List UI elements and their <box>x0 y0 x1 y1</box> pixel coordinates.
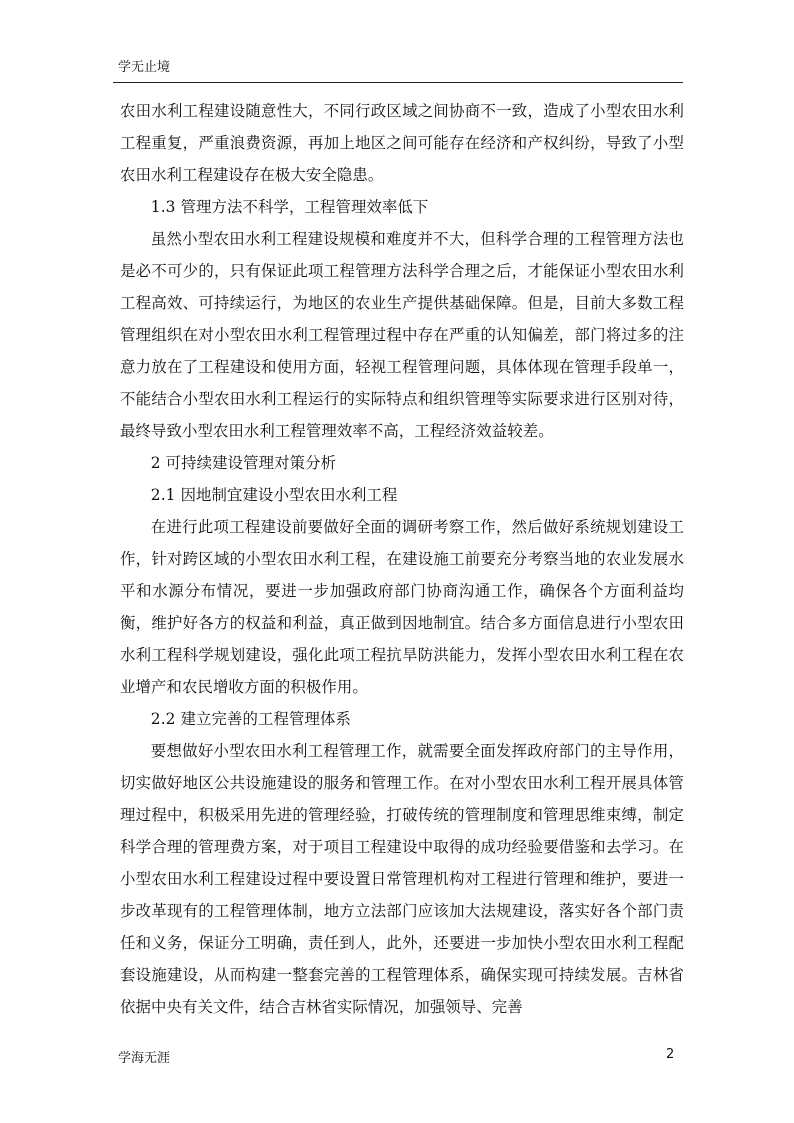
paragraph-continued: 农田水利工程建设随意性大，不同行政区域之间协商不一致，造成了小型农田水利工程重复，严重浪费资源，再加上地区之间可能存在经济和产权纠纷，导致了小型农田水利工程建设存在极大安全隐患。 <box>120 102 684 184</box>
page-number: 2 <box>666 1047 675 1062</box>
document-body <box>120 95 684 1023</box>
paragraph-management-methods: 虽然小型农田水利工程建设规模和难度并不大，但科学合理的工程管理方法也是必不可少的，只有保证此项工程管理方法科学合理之后，才能保证小型农田水利工程高效、可持续运行，为地区的农业生产提供基础保障。但是，目前大多数工程管理组织在对小型农田水利工程管理过程中存在严重的认知偏差，部门将过多的注意力放在了工程建设和使用方面，轻视工程管理问题，具体体现在管理手段单一，不能结合小型农田水利工程运行的实际特点和组织管理等实际要求进行区别对待，最终导致小型农田水利工程管理效率不高，工程经济效益较差。 <box>120 230 684 440</box>
header-divider <box>113 82 683 83</box>
section-heading-2: 2 可持续建设管理对策分析 <box>150 454 337 472</box>
section-heading-2-2: 2.2 建立完善的工程管理体系 <box>150 710 351 728</box>
page-footer: 学海无涯 <box>118 1051 171 1066</box>
section-heading-2-1: 2.1 因地制宜建设小型农田水利工程 <box>150 486 398 504</box>
page-header: 学无止境 <box>118 60 171 75</box>
section-heading-1-3: 1.3 管理方法不科学，工程管理效率低下 <box>150 198 429 216</box>
paragraph-management-system: 要想做好小型农田水利工程管理工作，就需要全面发挥政府部门的主导作用，切实做好地区公共设施建设的服务和管理工作。在对小型农田水利工程开展具体管理过程中，积极采用先进的管理经验，打破传统的管理制度和管理思维束缚，制定科学合理的管理费方案，对于项目工程建设中取得的成功经验要借鉴和去学习。在小型农田水利工程建设过程中要设置日常管理机构对工程进行管理和维护，要进一步改革现有的工程管理体制，地方立法部门应该加大法规建设，落实好各个部门责任和义务，保证分工明确，责任到人，此外，还要进一步加快小型农田水利工程配套设施建设，从而构建一整套完善的工程管理体系，确保实现可持续发展。吉林省依据中央有关文件，结合吉林省实际情况，加强领导、完善 <box>120 742 684 1016</box>
paragraph-local-conditions: 在进行此项工程建设前要做好全面的调研考察工作，然后做好系统规划建设工作，针对跨区域的小型农田水利工程，在建设施工前要充分考察当地的农业发展水平和水源分布情况，要进一步加强政府部门协商沟通工作，确保各个方面利益均衡，维护好各方的权益和利益，真正做到因地制宜。结合多方面信息进行小型农田水利工程科学规划建设，强化此项工程抗旱防洪能力，发挥小型农田水利工程在农业增产和农民增收方面的积极作用。 <box>120 518 684 696</box>
